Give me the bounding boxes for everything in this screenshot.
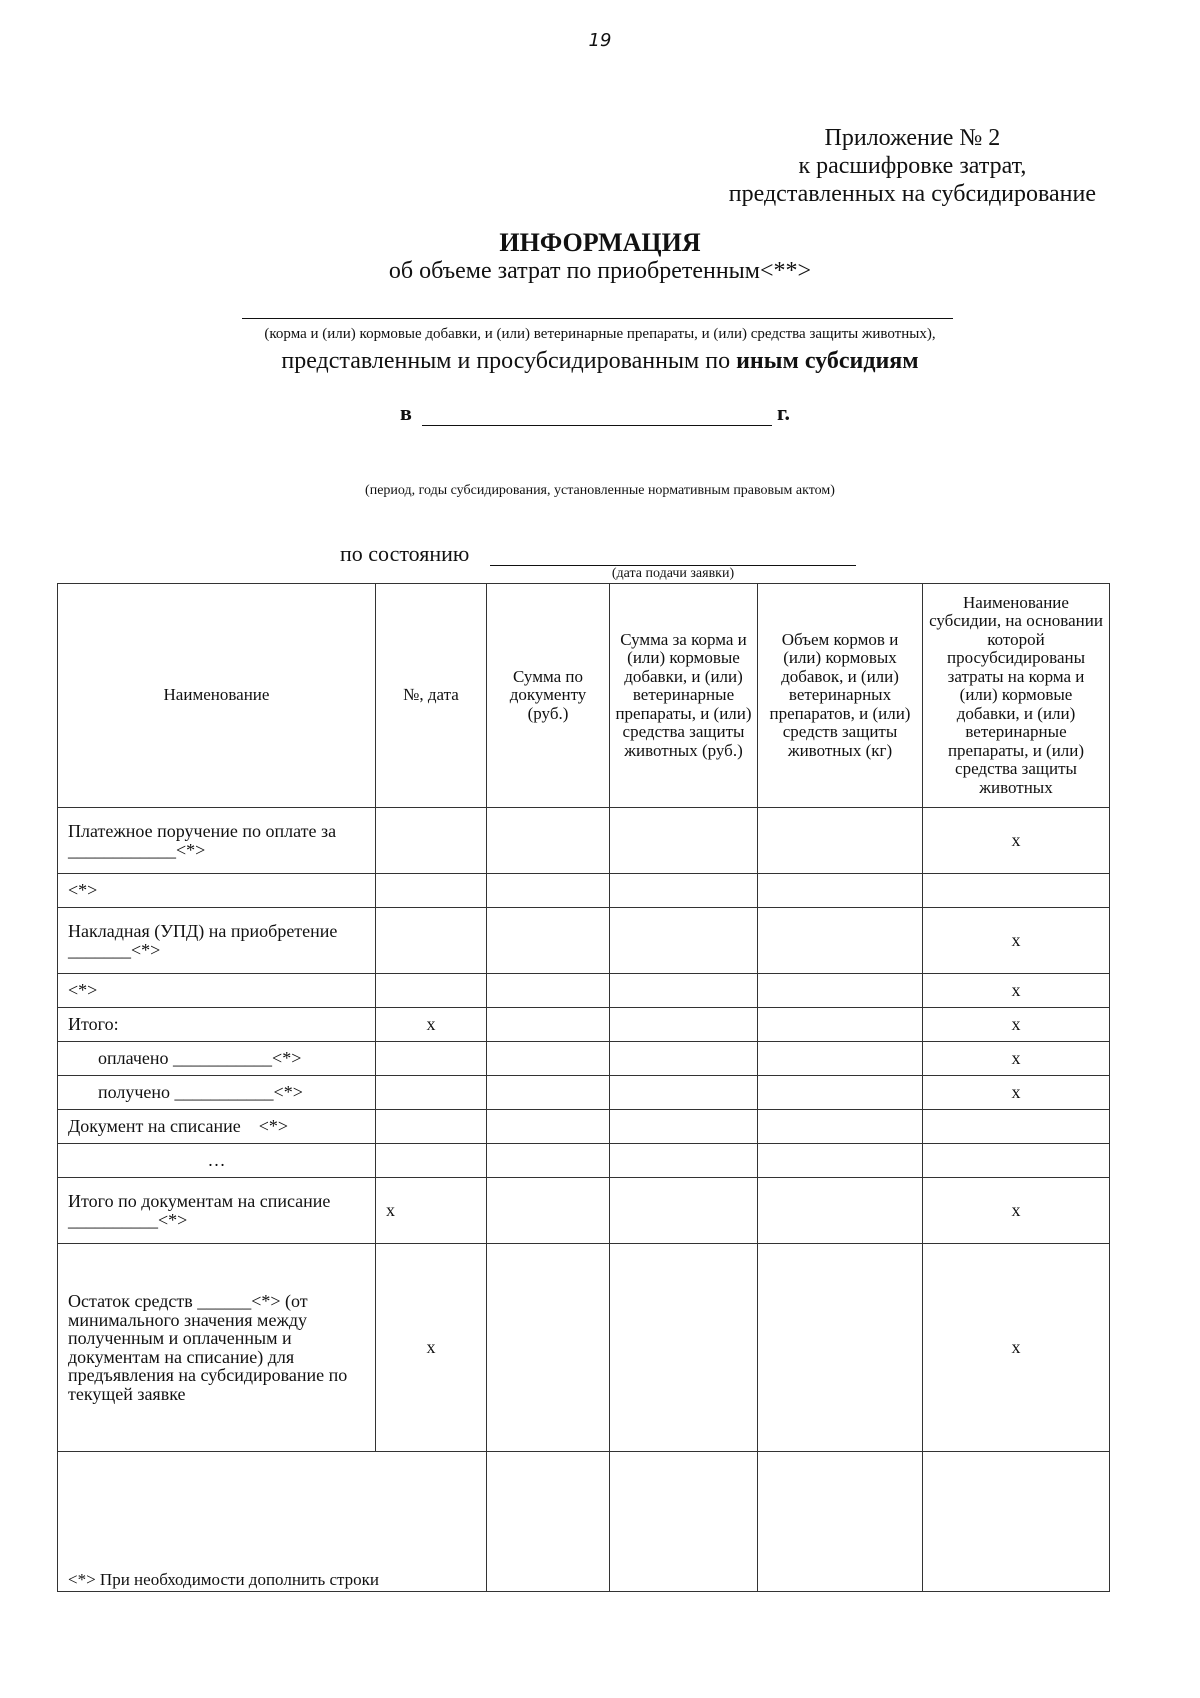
row-received-label: получено ___________<*> [58,1076,376,1110]
page-number: 19 [588,30,612,51]
header-name: Наименование [58,584,376,808]
header-feed-sum: Сумма за корма и (или) кормовые добавки, и (или) ветеринарные препараты, и (или) средства защиты животных (руб.) [610,584,758,808]
table-header-row [58,584,1110,808]
costs-table [57,583,1110,1592]
table-row [58,1076,1110,1110]
footnote: <*> При необходимости дополнить строки [58,1452,487,1592]
period-row [400,400,412,426]
row-ellipsis: … [58,1144,376,1178]
document-title: ИНФОРМАЦИЯ [499,228,701,257]
row-total-label: Итого: [58,1008,376,1042]
appendix-line-2: к расшифровке затрат, [798,153,1027,179]
x-mark: x [923,1076,1110,1110]
table-row [58,874,1110,908]
main-line-bold: иным субсидиям [736,348,919,374]
table-row [58,1244,1110,1452]
x-mark: x [923,1008,1110,1042]
x-mark: x [923,1042,1110,1076]
x-mark: x [923,1244,1110,1452]
items-hint: (корма и (или) кормовые добавки, и (или) ветеринарные препараты, и (или) средства защиты животных), [264,326,936,342]
table-row [58,1452,1110,1592]
appendix-line-3: представленных на субсидирование [728,181,1096,207]
period-blank-line [422,425,772,426]
table-row [58,908,1110,974]
table-row [58,1110,1110,1144]
main-line-normal: представленным и просубсидированным по [281,348,737,374]
header-number-date: №, дата [376,584,487,808]
period-hint: (период, годы субсидирования, установленные нормативным правовым актом) [365,483,835,498]
row-total-writeoff-label: Итого по документам на списание __________<*> [58,1178,376,1244]
x-mark: x [376,1178,487,1244]
period-prefix: в [400,400,412,425]
table-row [58,1008,1110,1042]
header-volume: Объем кормов и (или) кормовых добавок, и (или) ветеринарных препаратов, и (или) средств защиты животных (кг) [758,584,923,808]
appendix-header [729,124,1096,208]
x-mark: x [923,1178,1110,1244]
row-writeoff-label: Документ на списание <*> [58,1110,376,1144]
items-blank-line [242,318,953,319]
period-suffix: г. [777,400,791,425]
row-payment-label: Платежное поручение по оплате за ____________<*> [58,808,376,874]
document-subtitle: об объеме затрат по приобретенным<**> [388,258,812,284]
x-mark: x [923,974,1110,1008]
row-star-label: <*> [58,874,376,908]
main-line [0,348,1200,375]
table-row [58,974,1110,1008]
table-row [58,808,1110,874]
as-of-label: по состоянию [340,541,470,566]
as-of-hint: (дата подачи заявки) [611,566,735,581]
table-row [58,1178,1110,1244]
header-subsidy-name: Наименование субсидии, на основании которой просубсидированы затраты на корма и (или) кормовые добавки, и (или) ветеринарные препараты, и (или) средства защиты животных [923,584,1110,808]
row-paid-label: оплачено ___________<*> [58,1042,376,1076]
row-invoice-label: Накладная (УПД) на приобретение _______<*> [58,908,376,974]
row-star-label: <*> [58,974,376,1008]
x-mark: x [923,808,1110,874]
table-row [58,1042,1110,1076]
row-balance-label: Остаток средств ______<*> (от минимального значения между полученным и оплаченным и документам на списание) для предъявления на субсидирование по текущей заявке [58,1244,376,1452]
x-mark: x [376,1008,487,1042]
x-mark: x [376,1244,487,1452]
header-doc-sum: Сумма по документу (руб.) [487,584,610,808]
appendix-line-1: Приложение № 2 [824,125,1001,151]
x-mark: x [923,908,1110,974]
table-row [58,1144,1110,1178]
